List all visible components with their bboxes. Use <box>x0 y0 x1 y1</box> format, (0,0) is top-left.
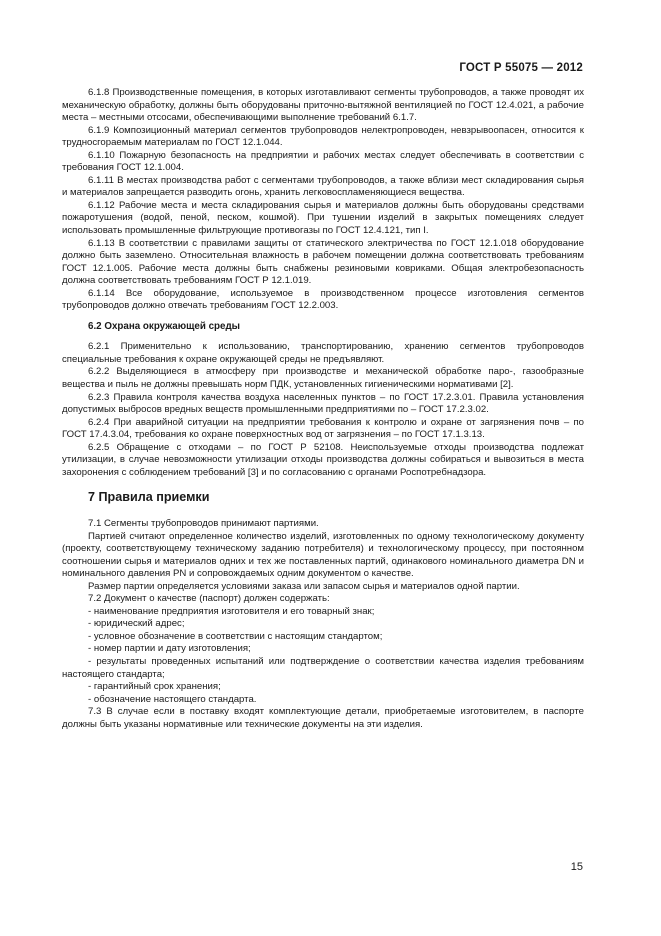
clause-7-2: 7.2 Документ о качестве (паспорт) должен содержать: <box>88 593 330 605</box>
clause-6-2-1: 6.2.1 Применительно к использованию, транспортированию, хранению сегментов трубопроводов специальные требования к охране окружающей среды не предъявляют. <box>62 341 584 365</box>
clause-7-3: 7.3 В случае если в поставку входят комплектующие детали, приобретаемые изготовителем, в паспорте должны быть указаны нормативные или технические документы на эти изделия. <box>62 706 584 730</box>
list-item: - номер партии и дату изготовления; <box>88 643 251 655</box>
clause-6-1-12: 6.1.12 Рабочие места и места складирования сырья и материалов должны быть оборудованы средствами пожаротушения (водой, пеной, песком, кошмой). При тушении изделий в закрытых помещениях следует использовать промышленные фильтрующие противогазы по ГОСТ 12.4.121, тип I. <box>62 199 584 237</box>
batch-definition: Партией считают определенное количество изделий, изготовленных по одному технологическому документу (проекту, соответствующему техническому заданию потребителя) и технологическому процессу, при постоянном соотношении сырья и материалов одних и тех же поставленных партий, одинакового номинального диаметра DN и номинального давления PN и сопровождаемых одним документом о качестве. <box>62 530 584 580</box>
clause-6-1-10: 6.1.10 Пожарную безопасность на предприятии и рабочих местах следует обеспечивать в соответствии с требования ГОСТ 12.1.004. <box>62 149 584 174</box>
page-body <box>62 87 584 731</box>
clause-6-1-13: 6.1.13 В соответствии с правилами защиты от статического электричества по ГОСТ 12.1.018 оборудование должно быть заземлено. Относительная влажность в рабочем помещении должна соответствовать требованиям ГОСТ 12.1.005. Рабочие места должны быть снабжены резиновыми ковриками. Общая электробезопасность должна соответствовать требованиям ГОСТ Р 12.1.019. <box>62 237 584 287</box>
list-item: - результаты проведенных испытаний или подтверждение о соответствии качества изделия требованиям настоящего стандарта; <box>62 655 584 680</box>
clause-6-2-3: 6.2.3 Правила контроля качества воздуха населенных пунктов – по ГОСТ 17.2.3.01. Правила установления допустимых выбросов вредных веществ промышленными предприятиями по – ГОСТ 17.2.3.02. <box>62 391 584 416</box>
subsection-6-2-title: 6.2 Охрана окружающей среды <box>88 320 241 332</box>
list-item: - юридический адрес; <box>88 618 185 630</box>
standard-header: ГОСТ Р 55075 — 2012 <box>459 62 583 74</box>
clause-6-1-8: 6.1.8 Производственные помещения, в которых изготавливают сегменты трубопроводов, а также проводят их механическую обработку, должны быть оборудованы приточно-вытяжной вентиляцией по ГОСТ 12.4.021, а рабочие места – местными отсосами, обеспечивающими выполнение требований 6.1.7. <box>62 87 584 124</box>
list-item: - обозначение настоящего стандарта. <box>88 693 257 705</box>
clause-6-1-9: 6.1.9 Композиционный материал сегментов трубопроводов нелектропроводен, невзрывоопасен, относится к трудносгораемым материалам по ГОСТ 12.1.044. <box>62 124 584 149</box>
clause-6-1-11: 6.1.11 В местах производства работ с сегментами трубопроводов, а также вблизи мест складирования сырья и материалов запрещается разводить огонь, хранить легковоспламеняющиеся вещества. <box>62 174 584 199</box>
clause-6-2-4: 6.2.4 При аварийной ситуации на предприятии требования к контролю и охране от загрязнения почв – по ГОСТ 17.4.3.04, требования ко охране поверхностных вод от загрязнения – по ГОСТ 17.1.3.13. <box>62 416 584 441</box>
section-7-title: 7 Правила приемки <box>88 490 210 505</box>
page-number: 15 <box>570 861 583 873</box>
clause-6-2-5: 6.2.5 Обращение с отходами – по ГОСТ Р 52108. Неиспользуемые отходы производства подлежат утилизации, в случае невозможности утилизации отходы производства должны собираться и вывозиться в места захоронения с соблюдением требований [3] и по согласованию с органами Роспотребнадзора. <box>62 441 584 478</box>
list-item: - наименование предприятия изготовителя и его товарный знак; <box>88 605 375 617</box>
batch-size: Размер партии определяется условиями заказа или запасом сырья и материалов одной партии. <box>88 580 520 592</box>
clause-6-2-2: 6.2.2 Выделяющиеся в атмосферу при производстве и механической обработке паро-, газообразные вещества и пыль не должны превышать норм ПДК, установленных гигиеническими нормативами [2]. <box>62 366 584 391</box>
clause-6-1-14: 6.1.14 Все оборудование, используемое в производственном процессе изготовления сегментов трубопроводов должно отвечать требованиям ГОСТ 12.2.003. <box>62 287 584 312</box>
clause-7-1: 7.1 Сегменты трубопроводов принимают партиями. <box>88 517 319 529</box>
list-item: - гарантийный срок хранения; <box>88 681 221 693</box>
list-item: - условное обозначение в соответствии с настоящим стандартом; <box>88 630 383 642</box>
